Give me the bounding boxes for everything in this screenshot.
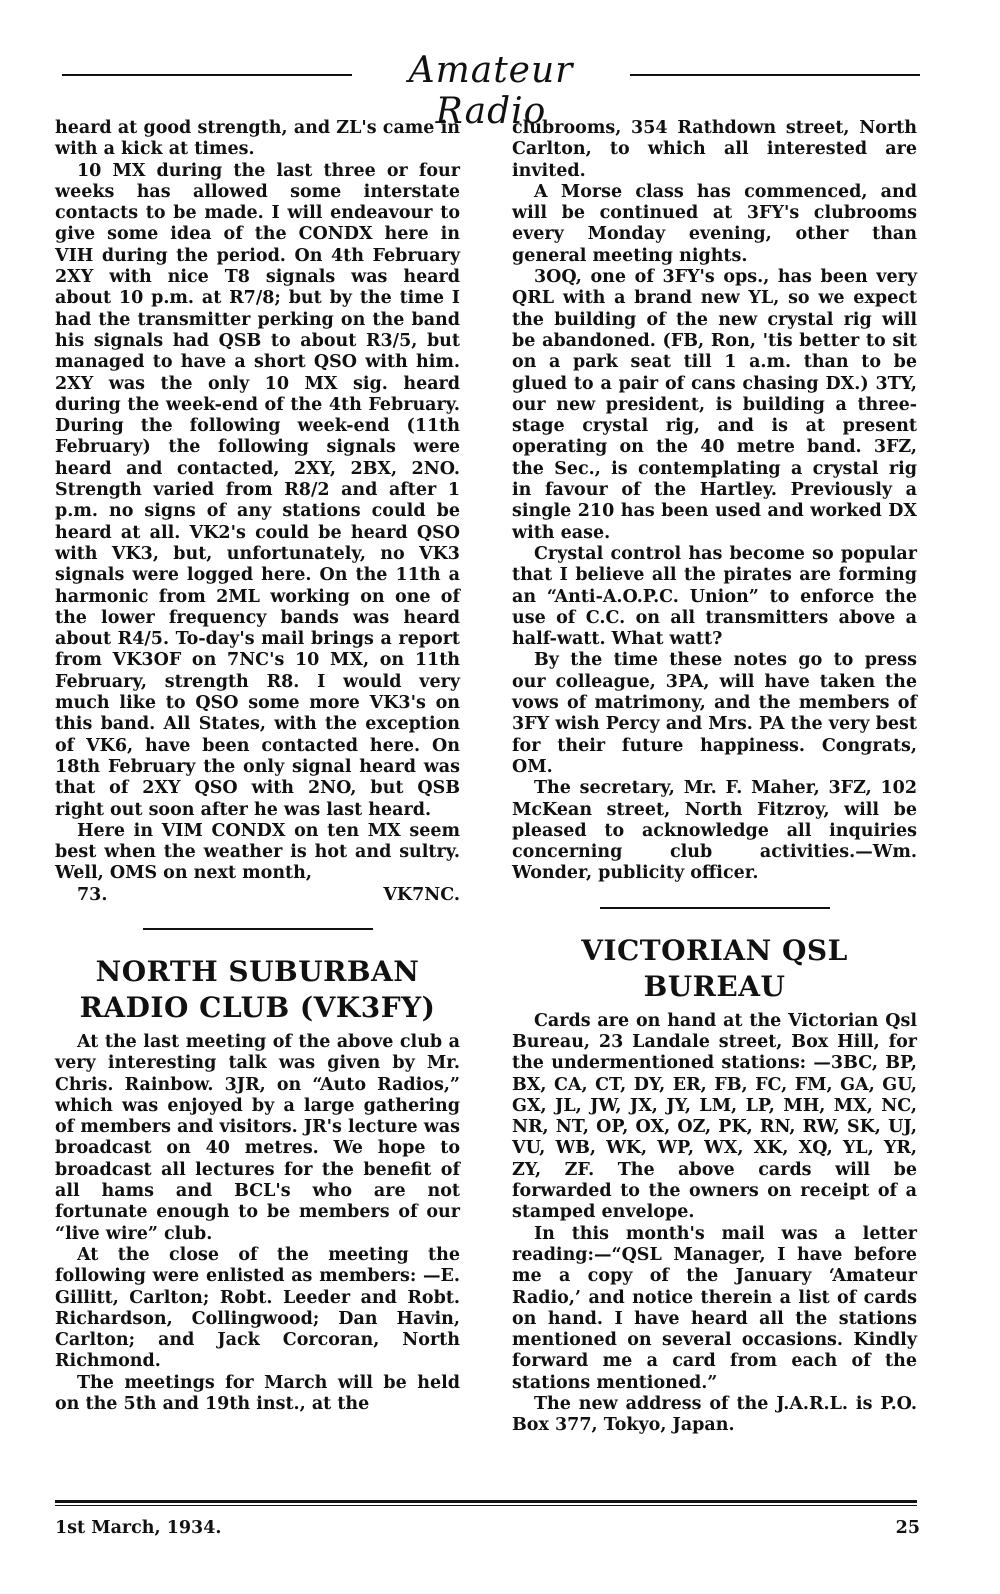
- section-divider: [600, 907, 830, 909]
- signoff-callsign: VK7NC.: [383, 884, 460, 905]
- paragraph: clubrooms, 354 Rathdown street, North Carlton, to which all interested are invited.: [512, 118, 917, 181]
- masthead: [62, 48, 920, 132]
- paragraph: At the last meeting of the above club a very interesting talk was given by Mr. Chris. Rainbow. 3JR, on “Auto Radios,” which was enjoyed by a large gathering of members and visitors. JR's lecture was broadcast on 40 metres. We hope to broadcast all lectures for the benefit of all hams and BCL's who are not fortunate enough to be members of our “live wire” club.: [55, 1031, 460, 1244]
- paragraph: In this month's mail was a letter reading:—“QSL Manager, I have before me a copy of the January ‘Amateur Radio,’ and notice therein a list of cards on hand. I have heard all the stations mentioned on several occasions. Kindly forward me a card from each of the stations mentioned.”: [512, 1223, 917, 1393]
- page-number: 25: [895, 1518, 920, 1538]
- paragraph: heard at good strength, and ZL's came in with a kick at times.: [55, 118, 460, 160]
- paragraph: A Morse class has commenced, and will be continued at 3FY's clubrooms every Monday evening, other than general meeting nights.: [512, 181, 917, 266]
- footer-rule-thin: [55, 1505, 917, 1506]
- signature-line: [55, 885, 460, 906]
- paragraph: 10 MX during the last three or four weeks has allowed some interstate contacts to be made. I will endeavour to give some idea of the CONDX here in VIH during the period. On 4th February 2XY with nice T8 signals was heard about 10 p.m. at R7/8; but by the time I had the transmitter perking on the band his signals had QSB to about R3/5, but managed to have a short QSO with him. 2XY was the only 10 MX sig. heard during the week-end of the 4th February. During the following week-end (11th February) the following signals were heard and contacted, 2XY, 2BX, 2NO. Strength varied from R8/2 and after 1 p.m. no signs of any stations could be heard at all. VK2's could be heard QSO with VK3, but, unfortunately, no VK3 signals were logged here. On the 11th a harmonic from 2ML working on one of the lower frequency bands was heard about R4/5. To-day's mail brings a report from VK3OF on 7NC's 10 MX, on 11th February, strength R8. I would very much like to QSO some more VK3's on this band. All States, with the exception of VK6, have been contacted here. On 18th February the only signal heard was that of 2XY QSO with 2NO, but QSB right out soon after he was last heard.: [55, 160, 460, 820]
- paragraph: 3OQ, one of 3FY's ops., has been very QRL with a brand new YL, so we expect the building of the new crystal rig will be abandoned. (FB, Ron, 'tis better to sit on a park seat till 1 a.m. than to be glued to a pair of cans chasing DX.) 3TY, our new president, is building a three-stage crystal rig, and is at present operating on the 40 metre band. 3FZ, the Sec., is contemplating a crystal rig in favour of the Hartley. Previously a single 210 has been used and worked DX with ease.: [512, 267, 917, 543]
- paragraph: The secretary, Mr. F. Maher, 3FZ, 102 McKean street, North Fitzroy, will be pleased to acknowledge all inquiries concerning club activities.—Wm. Wonder, publicity officer.: [512, 778, 917, 884]
- paragraph: The meetings for March will be held on the 5th and 19th inst., at the: [55, 1372, 460, 1415]
- masthead-rule-left: [62, 74, 352, 76]
- left-column: [55, 118, 460, 1415]
- issue-date: 1st March, 1934.: [55, 1518, 222, 1538]
- footer-rule: [55, 1500, 917, 1503]
- paragraph: The new address of the J.A.R.L. is P.O. Box 377, Tokyo, Japan.: [512, 1394, 917, 1436]
- section-heading-north-suburban: NORTH SUBURBAN RADIO CLUB (VK3FY): [79, 954, 436, 1024]
- signoff-code: 73.: [77, 884, 108, 905]
- section-divider: [143, 928, 373, 930]
- paragraph: Cards are on hand at the Victorian Qsl Bureau, 23 Landale street, Box Hill, for the undermentioned stations: —3BC, BP, BX, CA, CT, DY, ER, FB, FC, FM, GA, GU, GX, JL, JW, JX, JY, LM, LP, MH, MX, NC, NR, NT, OP, OX, OZ, PK, RN, RW, SK, UJ, VU, WB, WK, WP, WX, XK, XQ, YL, YR, ZY, ZF. The above cards will be forwarded to the owners on receipt of a stamped envelope.: [512, 1010, 917, 1223]
- paragraph: Crystal control has become so popular that I believe all the pirates are forming an “Anti-A.O.P.C. Union” to enforce the use of C.C. on all transmitters above a half-watt. What watt?: [512, 543, 917, 650]
- section-heading-victorian-qsl: VICTORIAN QSL BUREAU: [581, 933, 848, 1003]
- right-column: [512, 118, 917, 1437]
- masthead-rule-right: [630, 74, 920, 76]
- paragraph: At the close of the meeting the following were enlisted as members: —E. Gillitt, Carlton; Robt. Leeder and Robt. Richardson, Collingwood; Dan Havin, Carlton; and Jack Corcoran, North Richmond.: [55, 1244, 460, 1372]
- paragraph: By the time these notes go to press our colleague, 3PA, will have taken the vows of matrimony, and the members of 3FY wish Percy and Mrs. PA the very best for their future happiness. Congrats, OM.: [512, 650, 917, 777]
- journal-title: Amateur Radio: [408, 50, 574, 132]
- paragraph: Here in VIM CONDX on ten MX seem best when the weather is hot and sultry. Well, OMS on next month,: [55, 820, 460, 884]
